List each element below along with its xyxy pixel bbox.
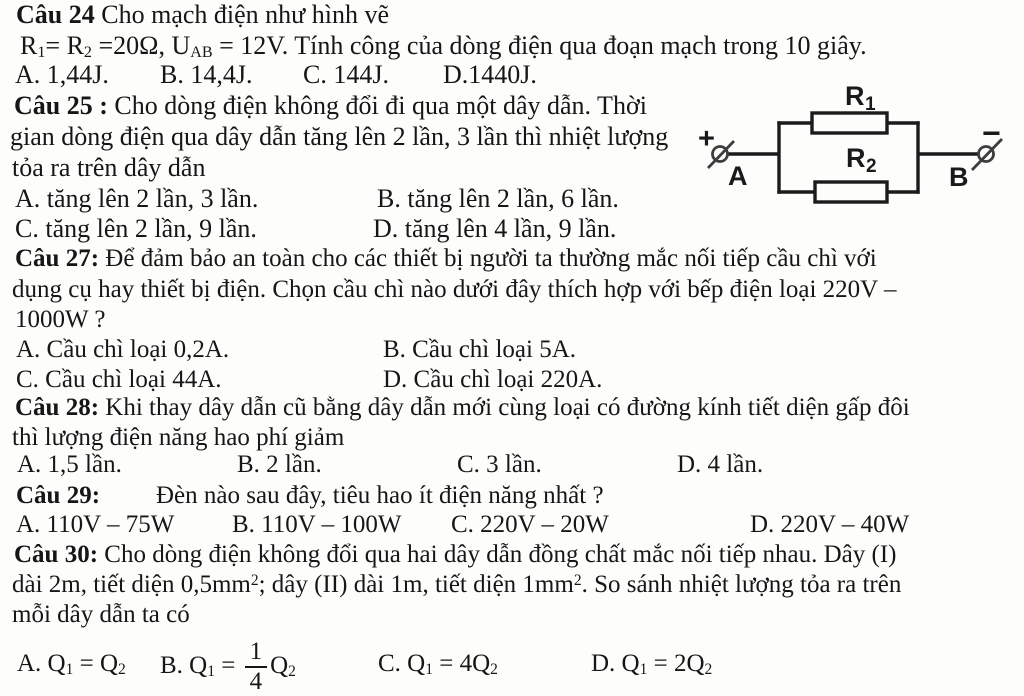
text-segment: 2 [83, 43, 92, 61]
text-segment: Câu 30: [14, 541, 99, 568]
text-segment: Khi thay dây dẫn cũ bằng dây dẫn mới cùng loại có đường kính tiết diện gấp đôi [99, 394, 910, 421]
text-segment: Để đảm bảo an toàn cho các thiết bị người ta thường mắc nối tiếp cầu chì với [99, 245, 877, 272]
text-segment: dụng cụ hay thiết bị điện. Chọn cầu chì nào dưới đây thích hợp với bếp điện loại 220V – [12, 276, 897, 303]
text-segment: C. 3 lần. [457, 451, 542, 478]
text-segment: 2 [118, 660, 126, 678]
cau-30-option-b [160, 639, 296, 696]
text-segment: B. Cầu chì loại 5A. [383, 336, 577, 363]
resistor-r2-label: R [846, 143, 866, 173]
text-segment: Cho dòng điện không đổi đi qua một dây dẫn. Thời [107, 91, 647, 120]
text-segment: C. tăng lên 2 lần, 9 lần. [15, 214, 257, 243]
circuit-diagram [684, 70, 1024, 210]
text-segment: D. tăng lên 4 lần, 9 lần. [373, 214, 617, 243]
text-segment: A. Q [17, 650, 66, 677]
text-segment: Cho dòng điện không đổi qua hai dây dẫn đồng chất mắc nối tiếp nhau. Dây (I) [98, 541, 897, 568]
text-segment: 2 [490, 660, 498, 678]
text-segment: 1 [65, 660, 74, 678]
text-segment: A. 1,44J. [15, 60, 109, 89]
terminal-a-label: A [728, 161, 748, 191]
text-segment: A. Cầu chì loại 0,2A. [16, 336, 230, 363]
text-segment: Q [270, 651, 289, 679]
text-segment: Cho mạch điện như hình vẽ [94, 0, 390, 29]
text-segment: D. Cầu chì loại 220A. [383, 366, 603, 393]
cau-30-line-2 [12, 601, 190, 629]
text-segment: Câu 27: [15, 245, 100, 272]
minus-sign: − [982, 115, 1001, 151]
text-segment: Câu 24 [16, 0, 95, 29]
cau-30-line-0 [14, 541, 896, 569]
text-segment: 2 [250, 572, 259, 590]
text-segment: 1 [37, 43, 46, 61]
text-segment: =20Ω, U [91, 31, 191, 60]
text-segment: mỗi dây dẫn ta có [12, 601, 190, 628]
text-segment: = [214, 651, 242, 679]
text-segment: D. 4 lần. [677, 451, 764, 478]
text-segment: 2 [288, 662, 296, 680]
fraction-numerator: 1 [245, 639, 268, 668]
text-segment: D.1440J. [443, 60, 537, 89]
text-segment: A. 1,5 lần. [17, 451, 122, 478]
cau-30-line-1 [12, 571, 901, 599]
text-segment: B. 110V – 100W [232, 511, 402, 538]
text-segment: 1 [425, 660, 433, 678]
text-segment: B. 2 lần. [237, 451, 322, 478]
text-segment: thì lượng điện năng hao phí giảm [12, 424, 345, 451]
text-segment: = 12V. Tính công của dòng điện qua đoạn mạch trong 10 giây. [212, 31, 867, 60]
text-segment: C. Q [378, 650, 426, 677]
text-segment: 1 [639, 660, 648, 678]
text-segment: 2 [573, 572, 582, 590]
text-segment: 2 [704, 660, 713, 678]
text-segment: = Q [73, 650, 119, 677]
text-segment: . So sánh nhiệt lượng tỏa ra trên [581, 571, 902, 598]
fraction-denominator: 4 [249, 668, 263, 696]
resistor-r1-label: R [845, 81, 865, 111]
text-segment: Câu 25 : [14, 91, 108, 120]
cau-30-option-a [17, 650, 126, 678]
text-segment: A. 110V – 75W [16, 511, 175, 538]
text-segment: C. 144J. [303, 60, 389, 89]
text-segment: = 4Q [432, 650, 491, 677]
text-segment: Câu 28: [15, 394, 100, 421]
cau-30-option-c [378, 650, 498, 678]
fraction [245, 639, 268, 696]
text-segment: B. Q [160, 651, 208, 679]
text-segment: = R [45, 31, 84, 60]
resistor-r2-sub: 2 [866, 156, 877, 177]
text-segment: = 2Q [647, 650, 705, 677]
text-segment: dài 2m, tiết diện 0,5mm [12, 571, 251, 598]
text-segment: Câu 29: [16, 482, 101, 509]
text-segment: Đèn nào sau đây, tiêu hao ít điện năng nhất ? [156, 482, 604, 509]
resistor-r1-sub: 1 [865, 94, 876, 115]
text-segment: tỏa ra trên dây dẫn [12, 153, 206, 182]
text-segment: D. 220V – 40W [750, 511, 910, 538]
resistor-r2-box [815, 182, 887, 202]
text-segment: B. 14,4J. [160, 60, 253, 89]
text-segment: 1000W ? [15, 306, 106, 333]
text-segment: A. tăng lên 2 lần, 3 lần. [15, 184, 259, 213]
cau-30-option-d [591, 650, 712, 678]
text-segment: ; dây (II) dài 1m, tiết diện 1mm [258, 571, 574, 598]
resistor-r1-box [812, 113, 887, 133]
plus-sign: + [698, 123, 715, 155]
text-segment: R [20, 31, 38, 60]
text-segment: C. 220V – 20W [451, 511, 609, 538]
text-segment: gian dòng điện qua dây dẫn tăng lên 2 lần, 3 lần thì nhiệt lượng [10, 122, 669, 151]
text-segment: C. Cầu chì loại 44A. [16, 366, 222, 393]
text-segment: 1 [207, 662, 215, 680]
text-segment: AB [190, 43, 213, 61]
terminal-b-label: B [949, 162, 969, 192]
text-segment: B. tăng lên 2 lần, 6 lần. [377, 184, 619, 213]
text-segment: D. Q [591, 650, 640, 677]
